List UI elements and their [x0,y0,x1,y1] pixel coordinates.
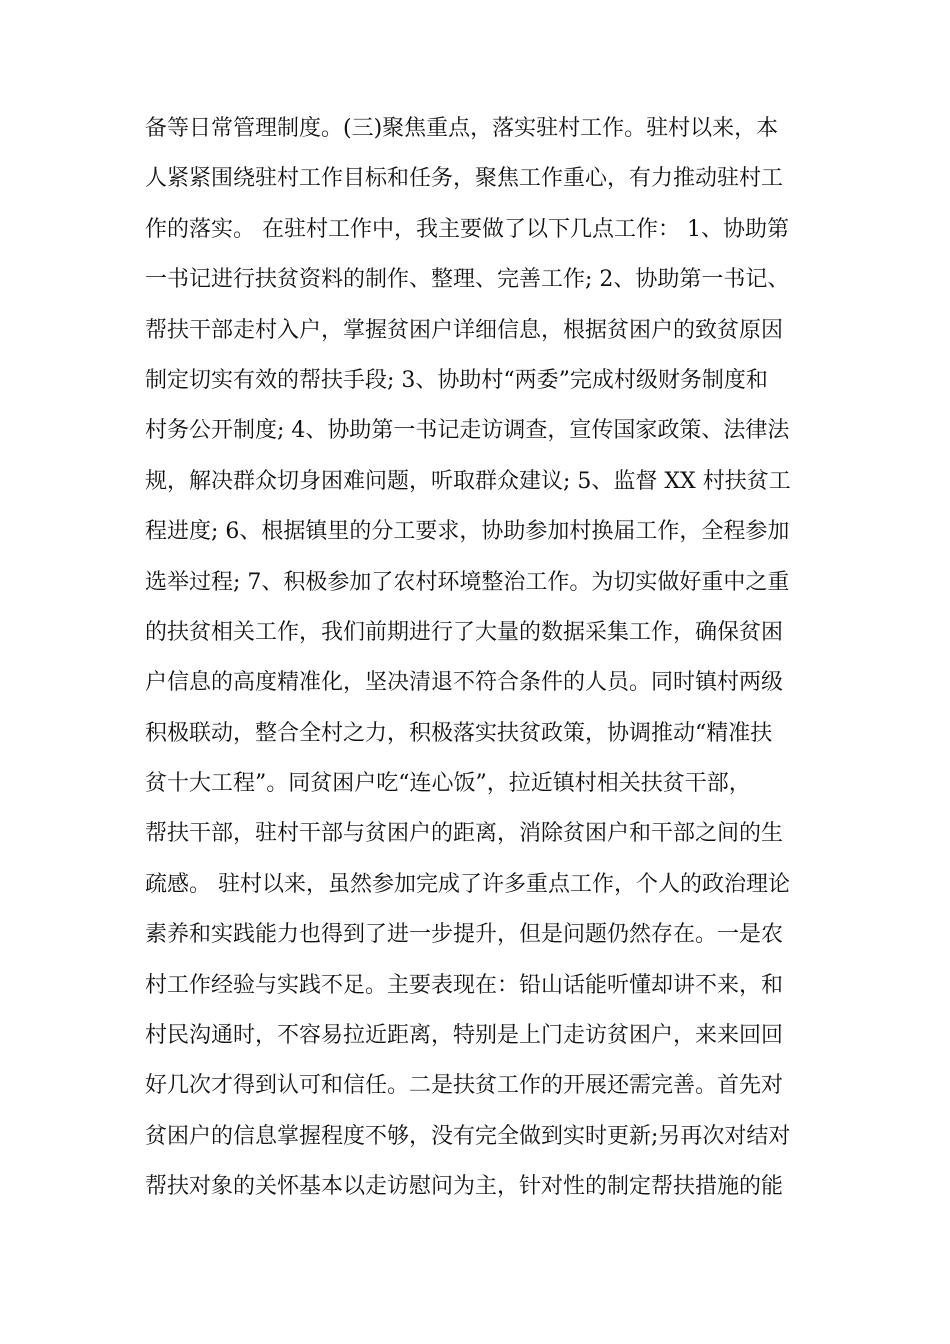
text-line: 一书记进行扶贫资料的制作、整理、完善工作; 2、协助第一书记、 [145,267,790,293]
text-line: 贫十大工程”。同贫困户吃“连心饭”，拉近镇村相关扶贫干部， [145,771,751,797]
text-line: 积极联动，整合全村之力，积极落实扶贫政策，协调推动“精准扶 [145,720,773,746]
text-line: 备等日常管理制度。(三)聚焦重点，落实驻村工作。驻村以来，本 [145,116,779,141]
text-line: 规，解决群众切身困难问题，听取群众建议; 5、监督 XX 村扶贫工 [145,468,791,494]
text-line: 贫困户的信息掌握程度不够，没有完全做到实时更新;另再次对结对 [145,1123,791,1149]
text-line: 疏感。 驻村以来，虽然参加完成了许多重点工作，个人的政治理论 [145,871,790,897]
text-line: 程进度; 6、根据镇里的分工要求，协助参加村换届工作，全程参加 [145,519,790,545]
text-line: 作的落实。 在驻村工作中，我主要做了以下几点工作： 1、协助第 [145,216,789,242]
text-line: 素养和实践能力也得到了进一步提升，但是问题仍然存在。一是农 [145,922,784,948]
text-line: 村民沟通时，不容易拉近距离，特别是上门走访贫困户，来来回回 [145,1023,784,1049]
body-text [145,104,810,1213]
text-line: 选举过程; 7、积极参加了农村环境整治工作。为切实做好重中之重 [145,569,790,595]
text-line: 村务公开制度; 4、协助第一书记走访调查，宣传国家政策、法律法 [145,418,790,444]
text-line: 帮扶干部，驻村干部与贫困户的距离，消除贫困户和干部之间的生 [145,821,784,847]
text-line: 帮扶干部走村入户，掌握贫困户详细信息，根据贫困户的致贫原因 [145,317,784,343]
text-line: 好几次才得到认可和信任。二是扶贫工作的开展还需完善。首先对 [145,1073,784,1099]
text-line: 人紧紧围绕驻村工作目标和任务，聚焦工作重心，有力推动驻村工 [145,166,784,192]
text-line: 的扶贫相关工作，我们前期进行了大量的数据采集工作，确保贫困 [145,619,784,645]
text-line: 帮扶对象的关怀基本以走访慰问为主，针对性的制定帮扶措施的能 [145,1174,784,1200]
text-line: 村工作经验与实践不足。主要表现在：铅山话能听懂却讲不来，和 [145,972,784,998]
text-line: 户信息的高度精准化，坚决清退不符合条件的人员。同时镇村两级 [145,670,784,696]
text-line: 制定切实有效的帮扶手段; 3、协助村“两委”完成村级财务制度和 [145,367,768,393]
